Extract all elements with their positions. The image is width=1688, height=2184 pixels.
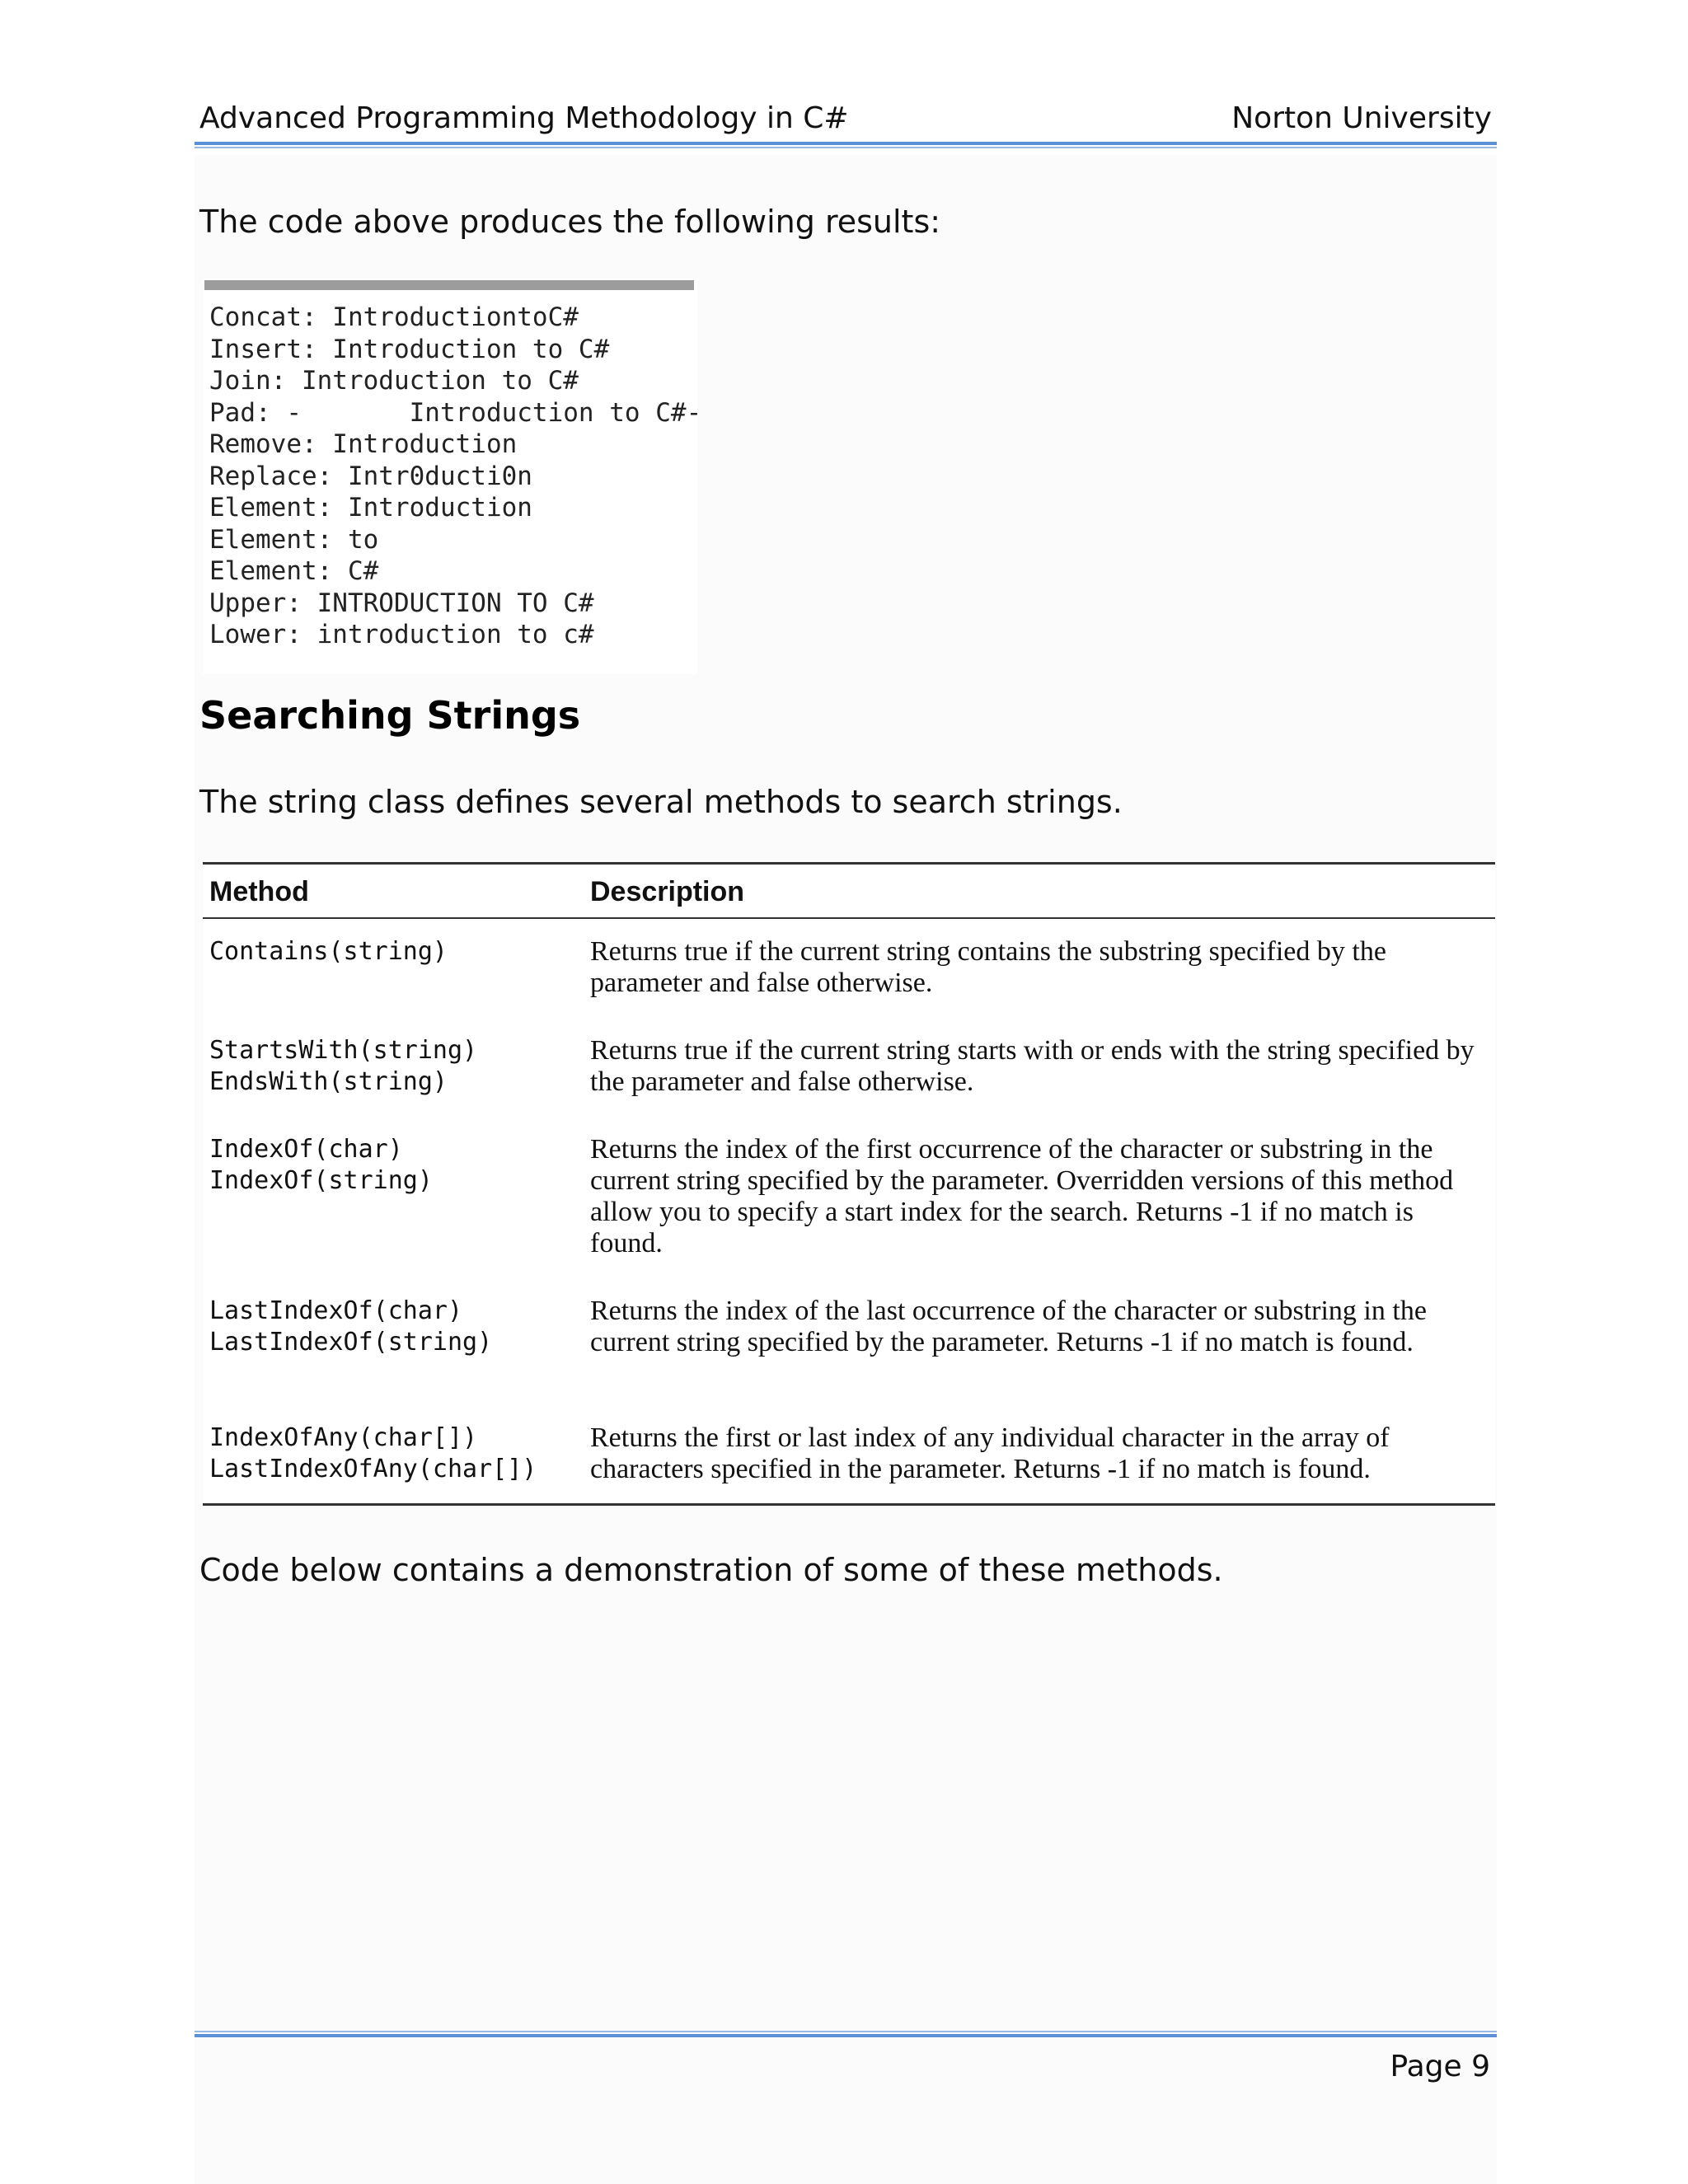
console-line: Element: C# xyxy=(209,556,379,586)
method-name: IndexOfAny(char[]) xyxy=(209,1423,478,1452)
method-name: Contains(string) xyxy=(209,937,448,966)
method-cell xyxy=(209,1134,433,1196)
table-header-description: Description xyxy=(590,876,745,907)
header-rule-thin xyxy=(195,147,1497,148)
footer-rule-thin xyxy=(195,2031,1497,2032)
console-line: Pad: - Introduction to C#- xyxy=(209,397,702,428)
description-cell: Returns true if the current string contains the substring specified by the parameter and false otherwise. xyxy=(590,936,1386,998)
console-line: Element: to xyxy=(209,524,379,555)
console-line: Element: Introduction xyxy=(209,493,532,523)
method-name: IndexOf(char) xyxy=(209,1135,403,1164)
console-line: Insert: Introduction to C# xyxy=(209,334,610,364)
console-title-bar xyxy=(204,280,694,290)
page-header xyxy=(199,99,1492,140)
console-output xyxy=(203,279,702,674)
intro-paragraph: The code above produces the following results: xyxy=(199,204,941,240)
description-cell: Returns true if the current string starts with or ends with the string specified by the parameter and false otherwise. xyxy=(590,1035,1475,1097)
method-name: IndexOf(string) xyxy=(209,1165,433,1195)
description-cell: Returns the first or last index of any individual character in the array of characters specified in the parameter. Returns -1 if no match is found. xyxy=(590,1422,1390,1484)
table-header-method: Method xyxy=(209,876,309,907)
description-cell: Returns the index of the first occurrence of the character or substring in the current string specified by the parameter. Overridden versions of this method allow you to specify a start index for the search. Returns -1 if no match is found. xyxy=(590,1134,1454,1258)
method-cell xyxy=(209,1422,537,1484)
header-title: Advanced Programming Methodology in C# xyxy=(199,101,849,135)
console-line: Concat: IntroductiontoC# xyxy=(209,302,579,332)
method-name: LastIndexOf(char) xyxy=(209,1296,463,1325)
header-institution: Norton University xyxy=(1231,101,1492,135)
method-name: StartsWith(string) xyxy=(209,1036,478,1065)
outro-paragraph: Code below contains a demonstration of some of these methods. xyxy=(199,1552,1223,1588)
table-top-rule xyxy=(203,862,1495,865)
console-line: Upper: INTRODUCTION TO C# xyxy=(209,588,594,618)
page-number: Page 9 xyxy=(1390,2050,1490,2083)
table-header-rule xyxy=(203,917,1495,919)
description-cell: Returns the index of the last occurrence of the character or substring in the current string specified by the parameter. Returns -1 if no match is found. xyxy=(590,1296,1427,1357)
method-name: LastIndexOf(string) xyxy=(209,1327,493,1357)
section-heading: Searching Strings xyxy=(199,693,581,738)
method-cell xyxy=(209,1296,492,1357)
console-line: Replace: Intr0ducti0n xyxy=(209,461,532,491)
method-name: EndsWith(string) xyxy=(209,1066,448,1096)
header-rule xyxy=(195,142,1497,145)
console-line: Join: Introduction to C# xyxy=(209,366,579,396)
method-cell xyxy=(209,936,448,968)
method-cell xyxy=(209,1035,477,1097)
table-bottom-rule xyxy=(203,1503,1495,1506)
section-intro-paragraph: The string class defines several methods to search strings. xyxy=(199,784,1123,820)
console-lines xyxy=(209,302,701,651)
console-line: Remove: Introduction xyxy=(209,429,518,459)
methods-table xyxy=(203,862,1495,1507)
footer-rule xyxy=(195,2034,1497,2037)
method-name: LastIndexOfAny(char[]) xyxy=(209,1454,537,1483)
console-line: Lower: introduction to c# xyxy=(209,620,594,649)
